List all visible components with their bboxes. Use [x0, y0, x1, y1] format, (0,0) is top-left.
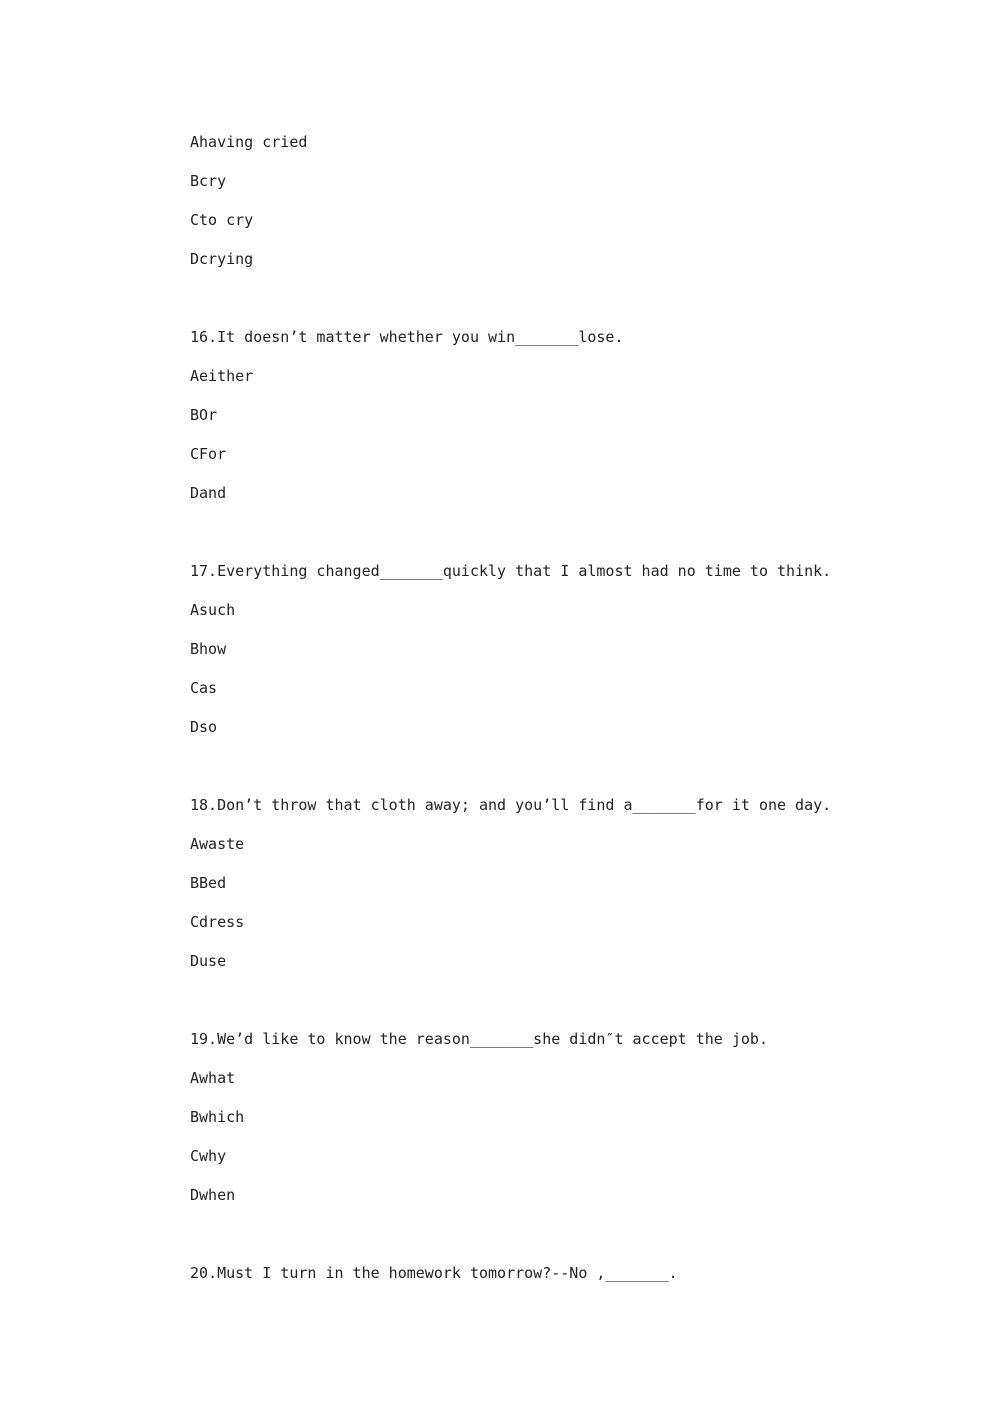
option-group-prev [190, 129, 950, 285]
option-d: Dwhen [190, 1186, 236, 1204]
option-b: Bcry [190, 172, 227, 190]
option-a: Ahaving cried [190, 133, 308, 151]
option-a: Asuch [190, 601, 236, 619]
option-b: BOr [190, 406, 218, 424]
option-c: Cas [190, 679, 218, 697]
option-c: Cwhy [190, 1147, 227, 1165]
option-b: Bhow [190, 640, 227, 658]
option-c: Cto cry [190, 211, 254, 229]
spacer [190, 519, 950, 558]
question-16 [190, 324, 950, 519]
spacer [190, 1221, 950, 1260]
option-d: Dcrying [190, 250, 254, 268]
question-list [190, 129, 950, 1299]
question-text: 16.It doesn’t matter whether you win_______lose. [190, 328, 624, 346]
option-a: Awhat [190, 1069, 236, 1087]
question-18 [190, 792, 950, 987]
option-c: Cdress [190, 913, 245, 931]
spacer [190, 753, 950, 792]
option-a: Awaste [190, 835, 245, 853]
question-text: 18.Don’t throw that cloth away; and you’ll find a_______for it one day. [190, 796, 832, 814]
option-a: Aeither [190, 367, 254, 385]
option-b: BBed [190, 874, 227, 892]
spacer [190, 987, 950, 1026]
option-d: Dand [190, 484, 227, 502]
question-19 [190, 1026, 950, 1221]
question-text: 20.Must I turn in the homework tomorrow?--No ,_______. [190, 1264, 678, 1282]
question-text: 17.Everything changed_______quickly that I almost had no time to think. [190, 562, 832, 580]
spacer [190, 285, 950, 324]
question-text: 19.We’d like to know the reason_______she didn″t accept the job. [190, 1030, 768, 1048]
question-17 [190, 558, 950, 753]
option-c: CFor [190, 445, 227, 463]
option-d: Duse [190, 952, 227, 970]
option-d: Dso [190, 718, 218, 736]
question-20 [190, 1260, 950, 1299]
option-b: Bwhich [190, 1108, 245, 1126]
